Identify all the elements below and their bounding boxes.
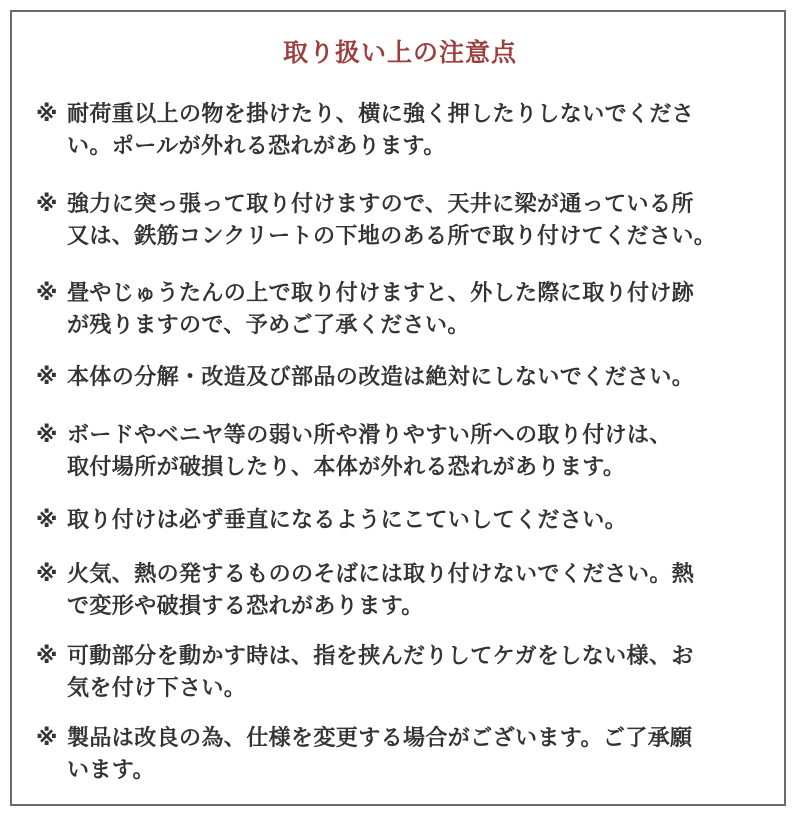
notice-text: 製品は改良の為、仕様を変更する場合がございます。ご了承願 います。 <box>67 726 693 783</box>
notice-text: 可動部分を動かす時は、指を挟んだりしてケガをしない様、お 気を付け下さい。 <box>67 644 694 701</box>
notice-text: 耐荷重以上の物を掛けたり、横に強く押したりしないでくださ い。ポールが外れる恐れがあります。 <box>67 102 695 159</box>
reference-mark: ※ <box>36 192 58 217</box>
notice-item-spec-changes <box>36 723 771 787</box>
reference-mark: ※ <box>36 102 58 127</box>
notice-text: 火気、熱の発するもののそばには取り付けないでください。熱 で変形や破損する恐れがあります。 <box>67 562 695 619</box>
reference-mark: ※ <box>36 562 58 587</box>
notice-item-vertical-mount <box>36 505 771 537</box>
reference-mark: ※ <box>36 423 58 448</box>
notice-text: 畳やじゅうたんの上で取り付けますと、外した際に取り付け跡 が残りますので、予めご了承ください。 <box>67 281 695 338</box>
reference-mark: ※ <box>36 508 58 533</box>
notice-text: 強力に突っ張って取り付けますので、天井に梁が通っている所 又は、鉄筋コンクリートの下地のある所で取り付けてください。 <box>67 192 717 249</box>
notice-item-moving-parts <box>36 641 771 705</box>
notice-item-weak-surfaces <box>36 420 771 484</box>
notice-text: 取り付けは必ず垂直になるようにこていしてください。 <box>67 508 628 533</box>
notice-item-ceiling-beam <box>36 189 771 253</box>
notice-item-no-modification <box>36 362 771 394</box>
reference-mark: ※ <box>36 644 58 669</box>
page-title: 取り扱い上の注意点 <box>282 38 517 67</box>
reference-mark: ※ <box>36 726 58 751</box>
notice-item-tatami-marks <box>36 278 771 342</box>
notice-item-load-limit <box>36 99 771 163</box>
notice-text: ボードやベニヤ等の弱い所や滑りやすい所への取り付けは、 取付場所が破損したり、本体が外れる恐れがあります。 <box>67 423 672 480</box>
reference-mark: ※ <box>36 365 58 390</box>
reference-mark: ※ <box>36 281 58 306</box>
notice-item-heat-sources <box>36 559 771 623</box>
notice-text: 本体の分解・改造及び部品の改造は絶対にしないでください。 <box>67 365 695 390</box>
